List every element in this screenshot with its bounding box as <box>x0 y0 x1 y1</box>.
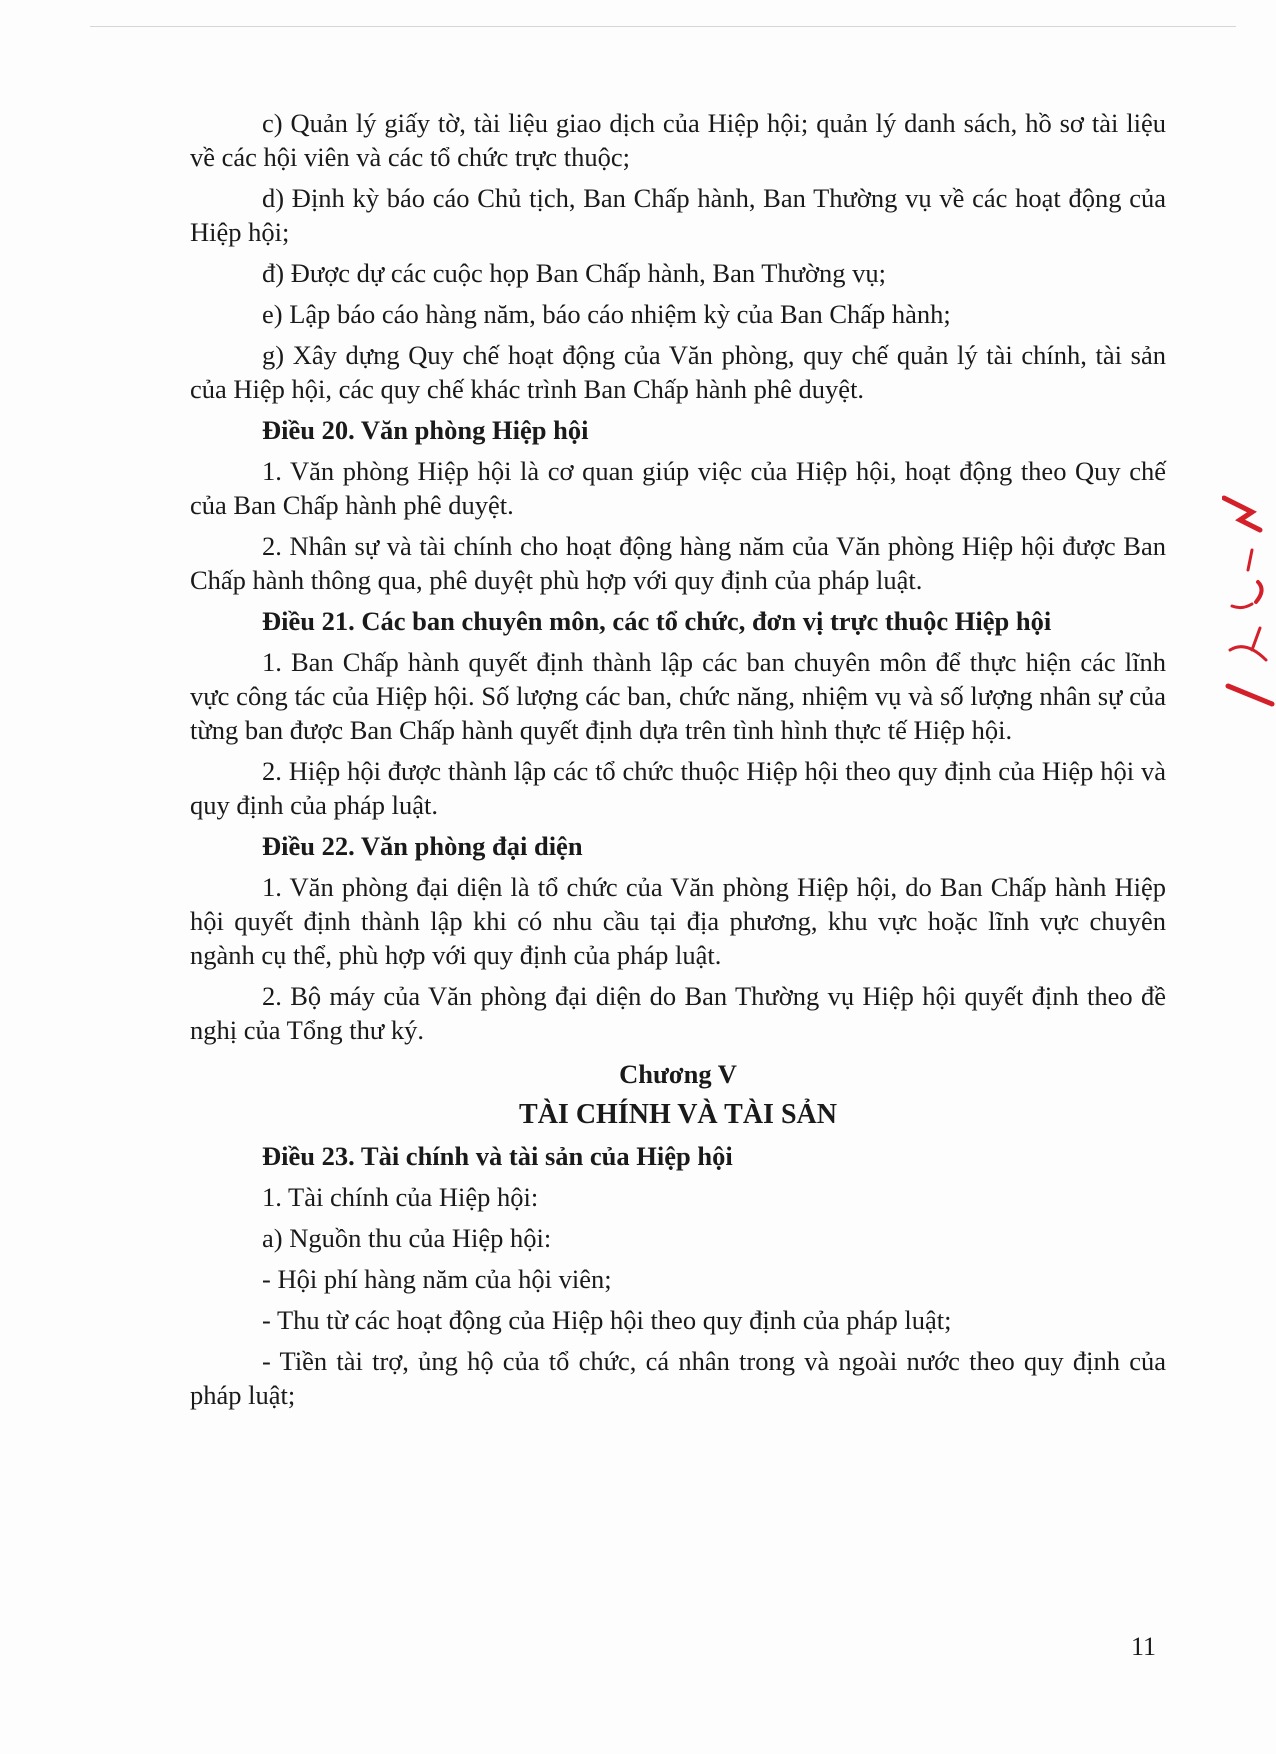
revenue-item-sponsorship: - Tiền tài trợ, ủng hộ của tổ chức, cá nhân trong và ngoài nước theo quy định của pháp luật; <box>190 1346 1166 1410</box>
article-20-heading: Điều 20. Văn phòng Hiệp hội <box>262 415 589 445</box>
red-seal-stamp-icon <box>1222 490 1276 720</box>
paragraph-c: c) Quản lý giấy tờ, tài liệu giao dịch của Hiệp hội; quản lý danh sách, hồ sơ tài liệu về các hội viên và các tổ chức trực thuộc; <box>190 108 1166 172</box>
chapter-title: TÀI CHÍNH VÀ TÀI SẢN <box>519 1099 837 1130</box>
paragraph-dd: đ) Được dự các cuộc họp Ban Chấp hành, Ban Thường vụ; <box>262 258 887 288</box>
paragraph-g: g) Xây dựng Quy chế hoạt động của Văn phòng, quy chế quản lý tài chính, tài sản của Hiệp hội, các quy chế khác trình Ban Chấp hành phê duyệt. <box>190 340 1166 404</box>
article-23-heading: Điều 23. Tài chính và tài sản của Hiệp hội <box>262 1141 733 1171</box>
article-22-clause-2: 2. Bộ máy của Văn phòng đại diện do Ban Thường vụ Hiệp hội quyết định theo đề nghị của Tổng thư ký. <box>190 981 1166 1045</box>
article-20-clause-1: 1. Văn phòng Hiệp hội là cơ quan giúp việc của Hiệp hội, hoạt động theo Quy chế của Ban Chấp hành phê duyệt. <box>190 456 1166 520</box>
page-number: 11 <box>1130 1632 1156 1661</box>
article-23-clause-1: 1. Tài chính của Hiệp hội: <box>262 1182 539 1212</box>
article-21-clause-2: 2. Hiệp hội được thành lập các tổ chức thuộc Hiệp hội theo quy định của Hiệp hội và quy định của pháp luật. <box>190 756 1166 820</box>
revenue-item-fees: - Hội phí hàng năm của hội viên; <box>262 1264 612 1294</box>
paragraph-d: d) Định kỳ báo cáo Chủ tịch, Ban Chấp hành, Ban Thường vụ về các hoạt động của Hiệp hội; <box>190 183 1166 247</box>
document-body <box>190 106 1166 1419</box>
top-border-line <box>90 26 1236 27</box>
chapter-label: Chương V <box>619 1059 737 1089</box>
revenue-item-activities: - Thu từ các hoạt động của Hiệp hội theo quy định của pháp luật; <box>262 1305 952 1335</box>
article-21-heading: Điều 21. Các ban chuyên môn, các tổ chức, đơn vị trực thuộc Hiệp hội <box>262 606 1052 636</box>
article-20-clause-2: 2. Nhân sự và tài chính cho hoạt động hàng năm của Văn phòng Hiệp hội được Ban Chấp hành thông qua, phê duyệt phù hợp với quy định của pháp luật. <box>190 531 1166 595</box>
article-22-clause-1: 1. Văn phòng đại diện là tổ chức của Văn phòng Hiệp hội, do Ban Chấp hành Hiệp hội quyết định thành lập khi có nhu cầu tại địa phương, khu vực hoặc lĩnh vực chuyên ngành cụ thể, phù hợp với quy định của pháp luật. <box>190 872 1166 970</box>
article-21-clause-1: 1. Ban Chấp hành quyết định thành lập các ban chuyên môn để thực hiện các lĩnh vực công tác của Hiệp hội. Số lượng các ban, chức năng, nhiệm vụ và số lượng nhân sự của từng ban được Ban Chấp hành quyết định dựa trên tình hình thực tế Hiệp hội. <box>190 647 1166 745</box>
article-23-item-a: a) Nguồn thu của Hiệp hội: <box>262 1223 552 1253</box>
paragraph-e: e) Lập báo cáo hàng năm, báo cáo nhiệm kỳ của Ban Chấp hành; <box>262 299 951 329</box>
article-22-heading: Điều 22. Văn phòng đại diện <box>262 831 583 861</box>
